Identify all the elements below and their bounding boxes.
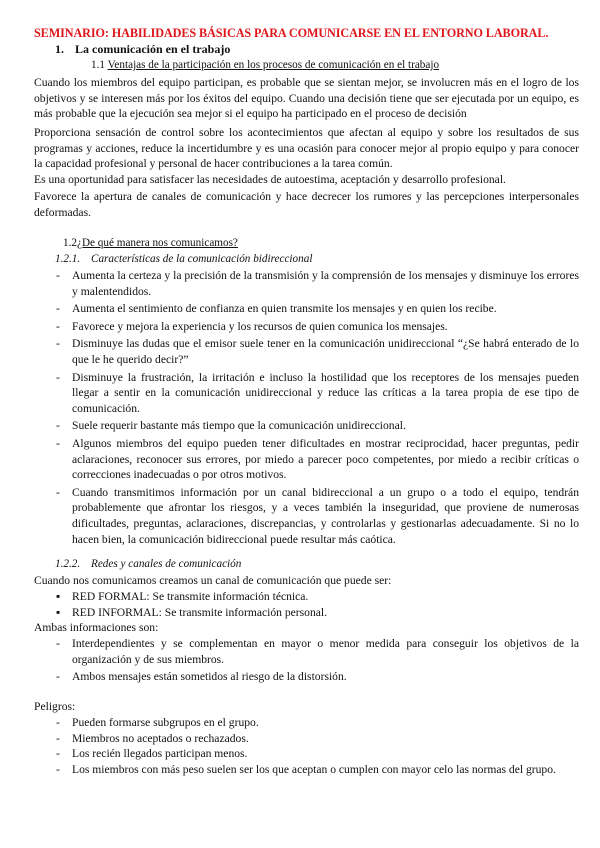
paragraph: Es una oportunidad para satisfacer las necesidades de autoestima, aceptación y desarrollo profesional.: [34, 173, 506, 186]
section-1-2-number: 1.2: [63, 237, 77, 249]
list-item: [56, 589, 579, 605]
list-item-text: RED INFORMAL: Se transmite información personal.: [72, 605, 328, 619]
dash-marker: -: [56, 762, 60, 776]
section-1-heading: [55, 42, 230, 58]
list-item: [56, 319, 579, 335]
list-item: [56, 746, 579, 762]
document-title: SEMINARIO: HABILIDADES BÁSICAS PARA COMUNICARSE EN EL ENTORNO LABORAL.: [34, 26, 549, 40]
section-1-2-title: ¿De qué manera nos comunicamos?: [76, 237, 238, 249]
list-item: [56, 636, 579, 667]
dash-marker: -: [56, 419, 60, 433]
dangers-intro: Peligros:: [34, 700, 76, 713]
dash-marker: -: [56, 731, 60, 745]
section-1-2-2-title: Redes y canales de comunicación: [91, 558, 242, 570]
list-item: [56, 301, 579, 317]
list-item-text: Los miembros con más peso suelen ser los que aceptan o cumplen con mayor celo las normas del grupo.: [72, 762, 556, 776]
list-item: [56, 762, 579, 778]
section-1-2-2-number: 1.2.2.: [55, 558, 81, 570]
both-intro: Ambas informaciones son:: [34, 621, 159, 634]
list-item-text: Cuando transmitimos información por un canal bidireccional a un grupo o a todo el equipo, tendrán probablemente que afrontar los riesgos, y a veces también la inseguridad, que proviene de numerosas dificultades, preguntas, aclaraciones, discrepancias, y controlarlas y gestionarlas adecuadamente. Si no lo hacen bien, la comunicación bidireccional puede resultar más caótica.: [72, 485, 579, 546]
section-1-2-2-heading: [55, 557, 241, 573]
list-item: [56, 268, 579, 299]
dash-marker: -: [56, 269, 60, 282]
section-1-1-title: Ventajas de la participación en los procesos de comunicación en el trabajo: [107, 59, 440, 71]
paragraph: Proporciona sensación de control sobre los acontecimientos que afectan al equipo y sobre los resultados de sus programas y acciones, reduce la incertidumbre y es una ocasión para conocer mejor al propio equipo y para conocer la capacidad profesional y personal de hacer contribuciones a la tarea común.: [34, 126, 579, 171]
dash-marker: -: [56, 485, 60, 499]
square-bullet-icon: ▪: [56, 605, 61, 619]
list-item-text: Ambos mensajes están sometidos al riesgo de la distorsión.: [72, 670, 347, 684]
characteristics-list: [56, 268, 579, 549]
dangers-list: [56, 715, 579, 777]
paragraph: Cuando los miembros del equipo participan, es probable que se sientan mejor, se involucren más en el logro de los objetivos y se interesen más por los éxitos del equipo. Cuando una decisión tiene que ser ejecutada por un equipo, es más probable que la ejecución sea mejor si el equipo ha participado en el proceso de decisión: [34, 76, 579, 121]
section-1-2-1-heading: [55, 252, 312, 268]
dash-marker: -: [56, 637, 60, 650]
section-1-1-heading: [91, 58, 439, 74]
list-item-text: Favorece y mejora la experiencia y los recursos de quien comunica los mensajes.: [72, 319, 448, 333]
list-item: [56, 418, 579, 434]
section-1-2-1-number: 1.2.1.: [55, 253, 81, 265]
paragraph: Favorece la apertura de canales de comunicación y hace decrecer los rumores y las percepciones interpersonales deformadas.: [34, 190, 579, 219]
list-item: [56, 605, 579, 621]
list-item: [56, 485, 579, 547]
network-types-list: [56, 589, 579, 620]
list-item: [56, 336, 579, 367]
section-1-1-number: 1.1: [91, 59, 105, 71]
dash-marker: -: [56, 436, 60, 450]
list-item-text: Aumenta la certeza y la precisión de la transmisión y la comprensión de los mensajes y disminuye los errores y malentendidos.: [72, 269, 579, 298]
section-1-2-1-title: Características de la comunicación bidireccional: [91, 253, 313, 265]
list-item-text: Los recién llegados participan menos.: [72, 747, 248, 761]
list-item-text: Algunos miembros del equipo pueden tener dificultades en mostrar reciprocidad, hacer preguntas, pedir aclaraciones, reconocer sus errores, por miedo a parecer poco competentes, por miedo a recibir críticas o correcciones inadecuadas o por otros motivos.: [72, 436, 579, 482]
dash-marker: -: [56, 670, 60, 684]
list-item-text: Suele requerir bastante más tiempo que la comunicación unidireccional.: [72, 419, 406, 433]
dash-marker: -: [56, 302, 60, 316]
square-bullet-icon: ▪: [56, 590, 61, 603]
dash-marker: -: [56, 370, 60, 384]
section-1-title: La comunicación en el trabajo: [75, 42, 231, 56]
list-item-text: Pueden formarse subgrupos en el grupo.: [72, 716, 259, 729]
dash-marker: -: [56, 747, 60, 761]
channels-intro: Cuando nos comunicamos creamos un canal de comunicación que puede ser:: [34, 574, 392, 587]
list-item: [56, 731, 579, 747]
dash-marker: -: [56, 319, 60, 333]
list-item: [56, 669, 579, 685]
list-item-text: RED FORMAL: Se transmite información técnica.: [72, 590, 309, 603]
list-item-text: Disminuye la frustración, la irritación e incluso la hostilidad que los receptores de los mensajes pueden llegar a sentir en la comunicación unidireccional y reduce las críticas a la tarea propia de ese tipo de comunicación.: [72, 370, 579, 415]
list-item-text: Disminuye las dudas que el emisor suele tener en la comunicación unidireccional “¿Se habrá enterado de lo que le he querido decir?”: [72, 337, 579, 366]
list-item-text: Miembros no aceptados o rechazados.: [72, 731, 249, 745]
list-item: [56, 370, 579, 417]
list-item: [56, 436, 579, 483]
list-item-text: Aumenta el sentimiento de confianza en quien transmite los mensajes y en quien los recibe.: [72, 302, 497, 316]
list-item: [56, 715, 579, 731]
dash-marker: -: [56, 337, 60, 351]
both-list: [56, 636, 579, 687]
section-1-2-heading: [63, 236, 238, 252]
dash-marker: -: [56, 716, 60, 729]
list-item-text: Interdependientes y se complementan en mayor o menor medida para conseguir los objetivos de la organización y de sus miembros.: [72, 637, 579, 666]
section-1-number: 1.: [55, 42, 64, 56]
